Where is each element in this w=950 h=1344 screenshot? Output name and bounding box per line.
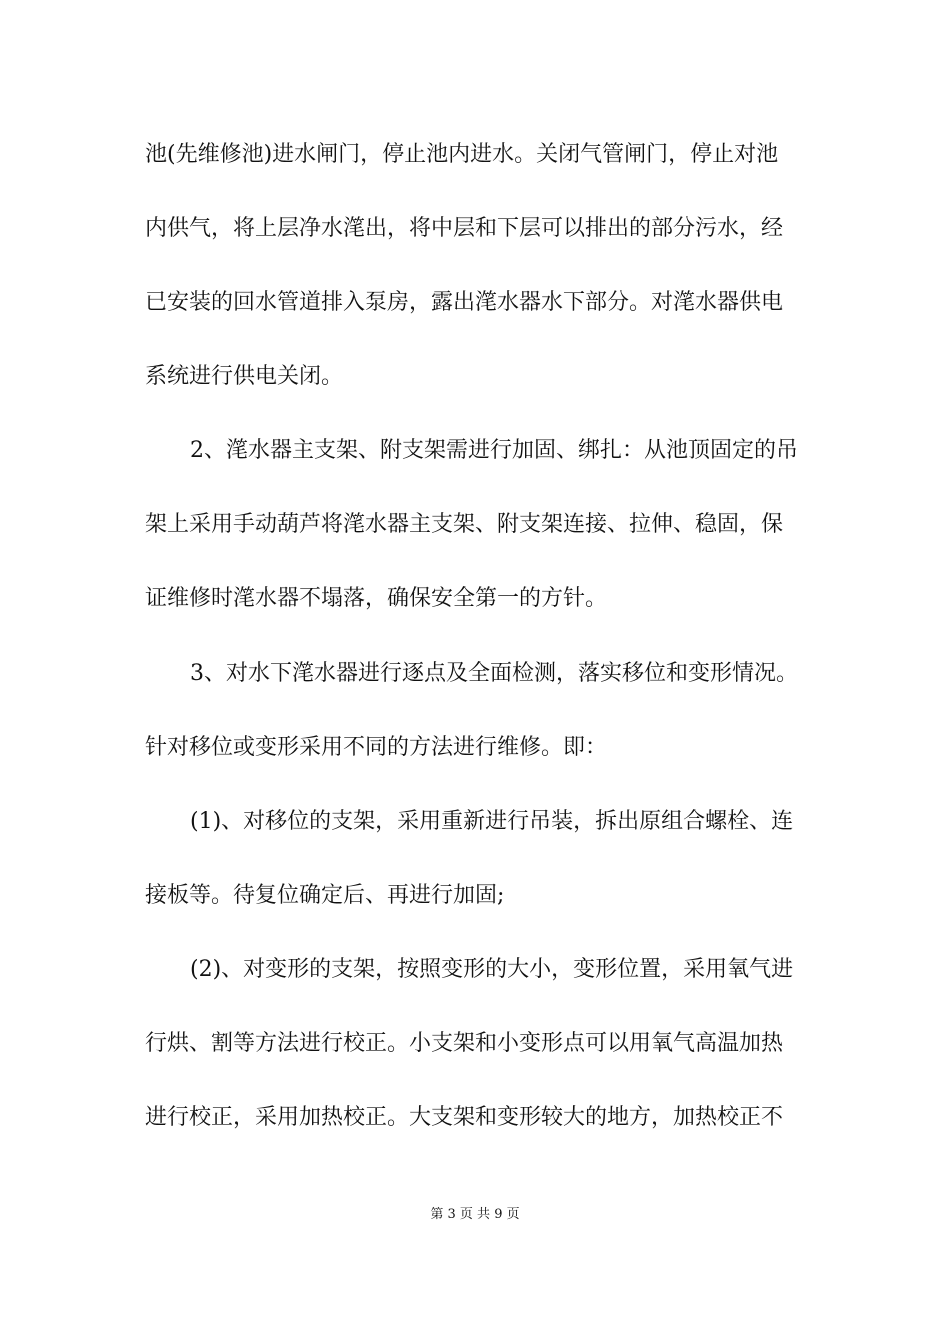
body-line-11: 接板等。待复位确定后、再进行加固; (145, 883, 505, 908)
body-line-13: 行烘、割等方法进行校正。小支架和小变形点可以用氧气高温加热 (145, 1031, 784, 1056)
body-line-9: 针对移位或变形采用不同的方法进行维修。即： (145, 735, 608, 760)
body-line-1: 池(先维修池)进水闸门，停止池内进水。关闭气管闸门，停止对池 (145, 142, 779, 167)
body-line-5: 2、滗水器主支架、附支架需进行加固、绑扎：从池顶固定的吊 (190, 438, 798, 463)
body-line-7: 证维修时滗水器不塌落，确保安全第一的方针。 (145, 586, 608, 611)
body-line-3: 已安装的回水管道排入泵房，露出滗水器水下部分。对滗水器供电 (145, 290, 784, 315)
body-line-12: (2)、对变形的支架，按照变形的大小，变形位置，采用氧气进 (190, 957, 794, 982)
body-line-8: 3、对水下滗水器进行逐点及全面检测，落实移位和变形情况。 (190, 661, 798, 686)
body-line-2: 内供气，将上层净水滗出，将中层和下层可以排出的部分污水，经 (145, 216, 784, 241)
body-line-10: (1)、对移位的支架，采用重新进行吊装，拆出原组合螺栓、连 (190, 809, 794, 834)
body-line-14: 进行校正，采用加热校正。大支架和变形较大的地方，加热校正不 (145, 1105, 784, 1130)
page-number-footer: 第 3 页 共 9 页 (430, 1207, 520, 1222)
body-line-6: 架上采用手动葫芦将滗水器主支架、附支架连接、拉伸、稳固，保 (145, 512, 784, 537)
body-line-4: 系统进行供电关闭。 (145, 364, 344, 389)
